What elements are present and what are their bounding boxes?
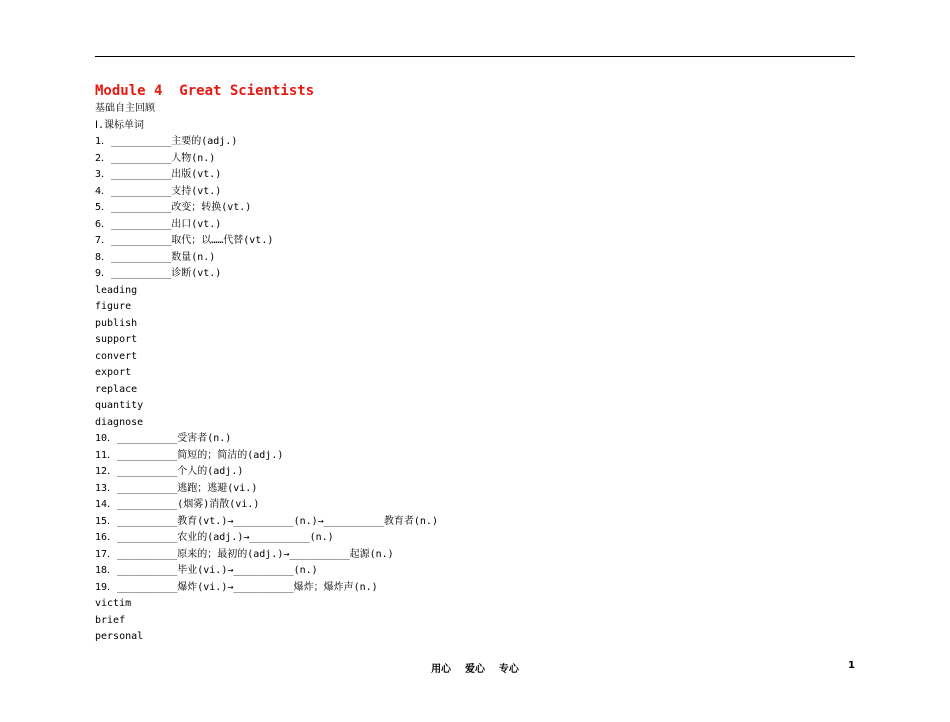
exercise-lines xyxy=(95,101,855,646)
text-line: diagnose xyxy=(95,416,144,428)
page-number: 1 xyxy=(848,660,855,671)
text-line: 17．__________原来的；最初的(adj.)→__________起源(n.) xyxy=(95,548,394,560)
text-line: 4．__________支持(vt.) xyxy=(95,185,222,197)
text-line: 10．__________受害者(n.) xyxy=(95,433,232,444)
header-rule xyxy=(95,56,855,57)
text-line: personal xyxy=(95,631,144,642)
text-line: publish xyxy=(95,317,138,329)
text-line: Ⅰ.课标单词 xyxy=(95,119,144,131)
text-line: 13．__________逃跑；逃避(vi.) xyxy=(95,482,258,494)
text-line: 15．__________教育(vt.)→__________(n.)→__________教育者(n.) xyxy=(95,515,438,527)
text-line: 16．__________农业的(adj.)→__________(n.) xyxy=(95,532,334,543)
module-title: Module 4 Great Scientists xyxy=(95,83,315,99)
text-line: brief xyxy=(95,614,126,626)
text-line: quantity xyxy=(95,400,144,411)
text-line: 9．__________诊断(vt.) xyxy=(95,268,222,279)
text-line: 19．__________爆炸(vi.)→__________爆炸；爆炸声(n.) xyxy=(95,581,378,593)
text-line: 11．__________简短的；简洁的(adj.) xyxy=(95,449,284,461)
text-line: figure xyxy=(95,301,132,312)
text-line: export xyxy=(95,367,132,378)
text-line: 7．__________取代；以……代替(vt.) xyxy=(95,235,274,246)
text-line: victim xyxy=(95,598,132,609)
text-line: 14．__________(烟雾)消散(vi.) xyxy=(95,499,260,510)
text-line: leading xyxy=(95,284,138,296)
document-body xyxy=(95,82,855,646)
text-line: 12．__________个人的(adj.) xyxy=(95,466,244,477)
text-line: 18．__________毕业(vi.)→__________(n.) xyxy=(95,565,318,576)
text-line: convert xyxy=(95,350,138,362)
text-line: 2．__________人物(n.) xyxy=(95,152,216,164)
text-line: 6．__________出口(vt.) xyxy=(95,218,222,230)
text-line: 3．__________出版(vt.) xyxy=(95,169,222,180)
footer-motto: 用心 爱心 专心 xyxy=(431,664,519,675)
text-line: replace xyxy=(95,383,138,395)
text-line: 5．__________改变；转换(vt.) xyxy=(95,202,252,213)
text-line: 8．__________数量(n.) xyxy=(95,251,216,263)
page-footer xyxy=(0,660,950,674)
text-line: support xyxy=(95,334,138,345)
text-line: 基础自主回顾 xyxy=(95,103,155,114)
text-line: 1．__________主要的(adj.) xyxy=(95,136,238,147)
